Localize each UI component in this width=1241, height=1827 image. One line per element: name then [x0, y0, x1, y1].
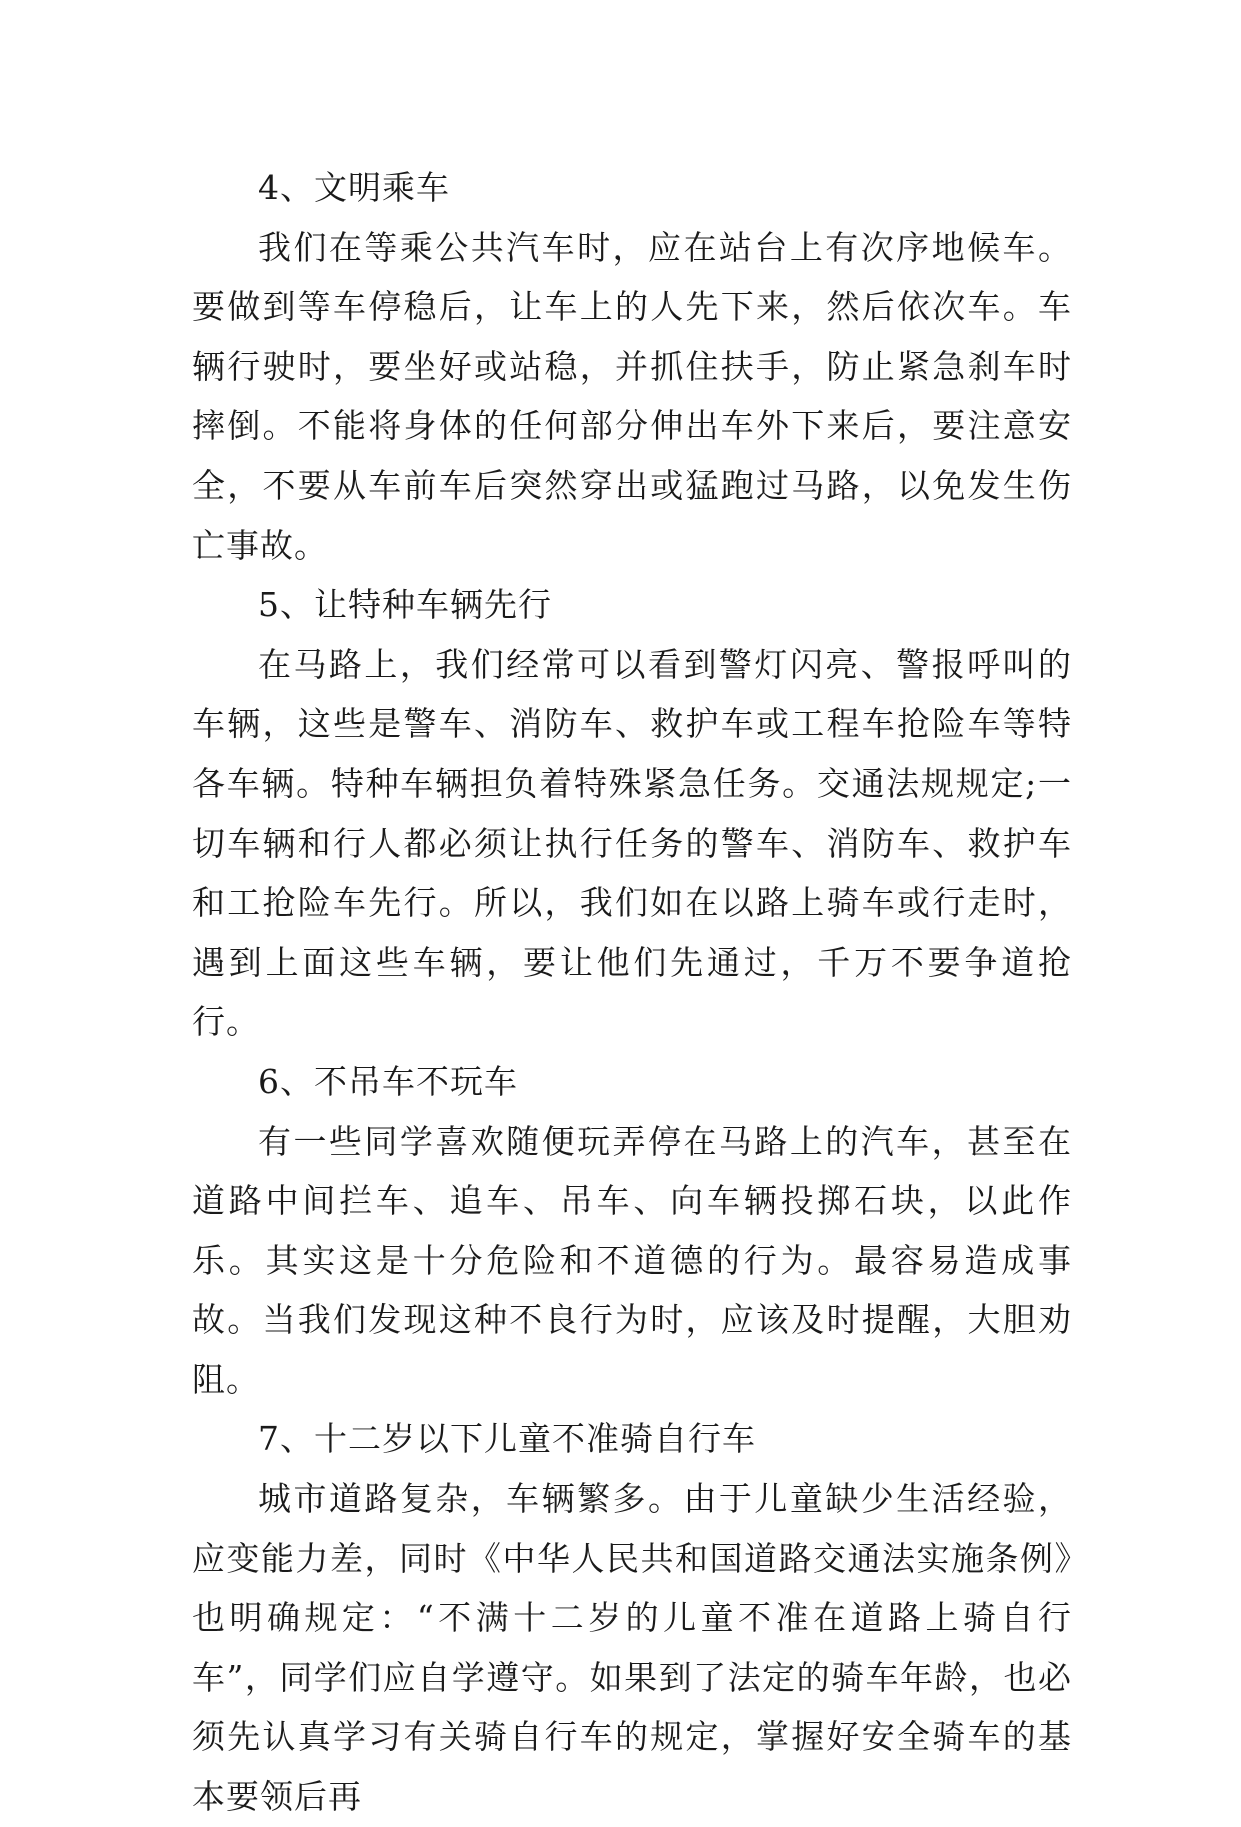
section-heading-4: 4、文明乘车: [258, 168, 450, 207]
section-body-4: 我们在等乘公共汽车时，应在站台上有次序地候车。要做到等车停稳后，让车上的人先下来，然后依次车。车辆行驶时，要坐好或站稳，并抓住扶手，防止紧急刹车时摔倒。不能将身体的任何部分伸出车外下来后，要注意安全，不要从车前车后突然穿出或猛跑过马路，以免发生伤亡事故。: [192, 227, 1072, 565]
section-heading-7: 7、十二岁以下儿童不准骑自行车: [258, 1419, 756, 1459]
document-body: [192, 158, 1072, 1827]
section-heading-6: 6、不吊车不玩车: [258, 1061, 518, 1101]
section-body-5: 在马路上，我们经常可以看到警灯闪亮、警报呼叫的车辆，这些是警车、消防车、救护车或工程车抢险车等特各车辆。特种车辆担负着特殊紧急任务。交通法规规定;一切车辆和行人都必须让执行任务的警车、消防车、救护车和工抢险车先行。所以，我们如在以路上骑车或行走时，遇到上面这些车辆，要让他们先通过，千万不要争道抢行。: [192, 644, 1072, 1042]
section-body-6: 有一些同学喜欢随便玩弄停在马路上的汽车，甚至在道路中间拦车、追车、吊车、向车辆投掷石块，以此作乐。其实这是十分危险和不道德的行为。最容易造成事故。当我们发现这种不良行为时，应该及时提醒，大胆劝阻。: [192, 1121, 1072, 1399]
section-heading-5: 5、让特种车辆先行: [258, 585, 552, 625]
section-body-7: 城市道路复杂，车辆繁多。由于儿童缺少生活经验，应变能力差，同时《中华人民共和国道路交通法实施条例》也明确规定：“不满十二岁的儿童不准在道路上骑自行车”，同学们应自学遵守。如果到了法定的骑车年龄，也必须先认真学习有关骑自行车的规定，掌握好安全骑车的基本要领后再: [192, 1479, 1072, 1817]
